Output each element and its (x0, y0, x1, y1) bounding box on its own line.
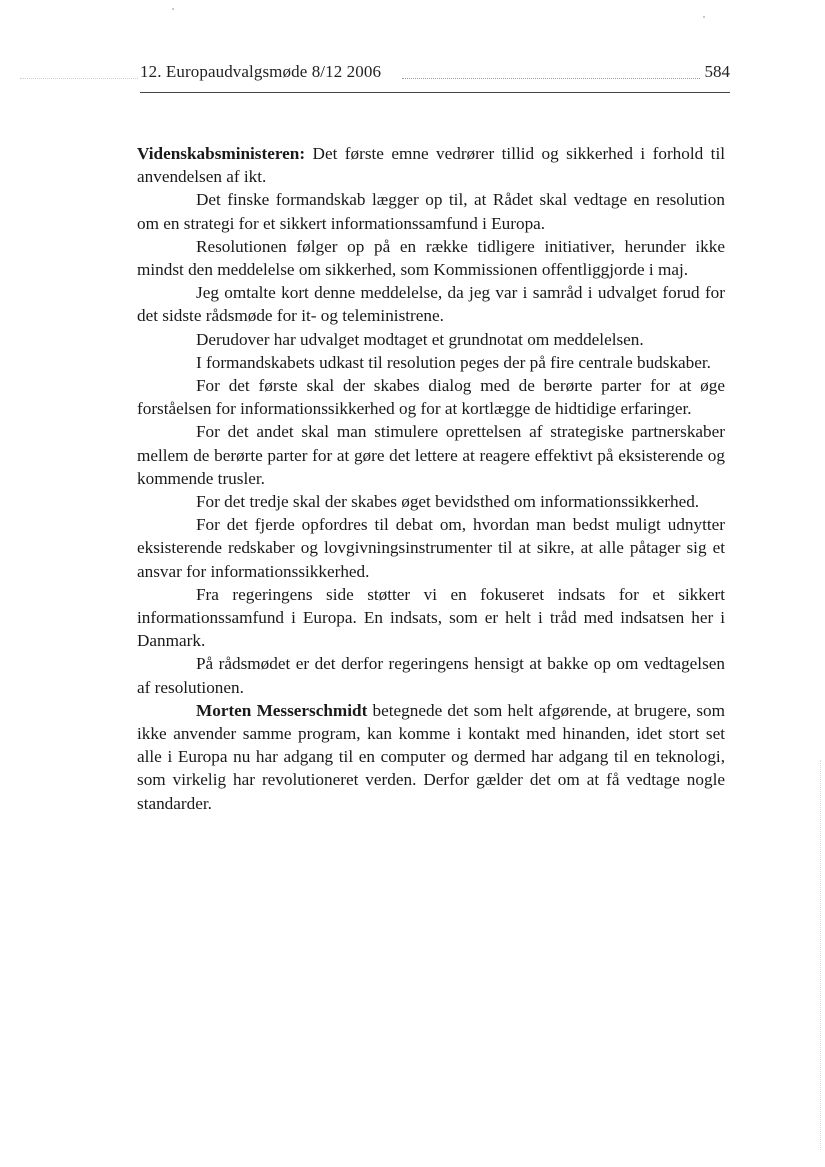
paragraph (137, 188, 725, 234)
paragraph-text: Det første emne vedrører tillid og sikkerhed i forhold til anvendelsen af ikt. (137, 144, 725, 187)
paragraph (137, 699, 725, 815)
paragraph-text: For det fjerde opfordres til debat om, hvordan man bedst muligt udnytter eksisterende redskaber og lovgivningsinstrumenter til at sikre, at alle påtager sig et ansvar for informationssikkerhed. (137, 515, 725, 581)
speaker-name: Videnskabsministeren: (137, 144, 306, 163)
scan-dotted-line (20, 78, 138, 79)
paragraph-text: I formandskabets udkast til resolution peges der på fire centrale budskaber. (196, 352, 711, 372)
paragraph-text: Derudover har udvalget modtaget et grundnotat om meddelelsen. (196, 329, 644, 349)
paragraph-text: For det første skal der skabes dialog med de berørte parter for at øge forståelsen for informationssikkerhed og for at kortlægge de hidtidige erfaringer. (137, 376, 725, 419)
running-header (140, 62, 730, 84)
paragraph (137, 281, 725, 327)
paragraph-text: Resolutionen følger op på en række tidligere initiativer, herunder ikke mindst den meddelelse om sikkerhed, som Kommissionen offentliggjorde i maj. (137, 236, 725, 280)
page-number: 584 (704, 62, 730, 81)
paragraph-text: Fra regeringens side støtter vi en fokuseret indsats for et sikkert informationssamfund i Europa. En indsats, som er helt i tråd med indsatsen her i Danmark. (137, 584, 725, 651)
transcript-body (137, 142, 725, 815)
paragraph (137, 351, 725, 374)
paragraph-text: På rådsmødet er det derfor regeringens hensigt at bakke op om vedtagelsen af resolutionen. (137, 654, 725, 697)
paragraph (137, 513, 725, 583)
paragraph (137, 583, 725, 653)
paragraph-text: For det tredje skal der skabes øget bevidsthed om informationssikkerhed. (196, 492, 700, 512)
header-rule (140, 92, 730, 93)
speaker-name: Morten Messerschmidt (196, 700, 368, 720)
paragraph-text: Jeg omtalte kort denne meddelelse, da jeg var i samråd i udvalget forud for det sidste rådsmøde for it- og teleministrene. (137, 283, 725, 326)
header-title: 12. Europaudvalgsmøde 8/12 2006 (140, 62, 382, 81)
paragraph (137, 142, 725, 188)
paragraph (137, 420, 725, 490)
paragraph (137, 490, 725, 513)
paragraph (137, 374, 725, 420)
paragraph-text: Det finske formandskab lægger op til, at Rådet skal vedtage en resolution om en strategi for et sikkert informationssamfund i Europa. (137, 190, 725, 233)
paragraph-text: For det andet skal man stimulere oprettelsen af strategiske partnerskaber mellem de berørte parter for at gøre det lettere at reagere effektivt på eksisterende og kommende trusler. (137, 422, 725, 488)
scan-edge-line (820, 760, 821, 1150)
scan-speck (172, 8, 174, 10)
scan-speck (703, 16, 705, 18)
paragraph (137, 652, 725, 698)
paragraph-text: betegnede det som helt afgørende, at brugere, som ikke anvender samme program, kan komme i kontakt med hinanden, idet stort set alle i Europa nu har adgang til en computer og dermed har adgang til en teknologi, som virkelig har revolutioneret verden. Derfor gælder det om at få vedtage nogle standarder. (137, 700, 725, 813)
header-leader-dots (402, 78, 700, 79)
paragraph (137, 235, 725, 281)
paragraph (137, 328, 725, 351)
